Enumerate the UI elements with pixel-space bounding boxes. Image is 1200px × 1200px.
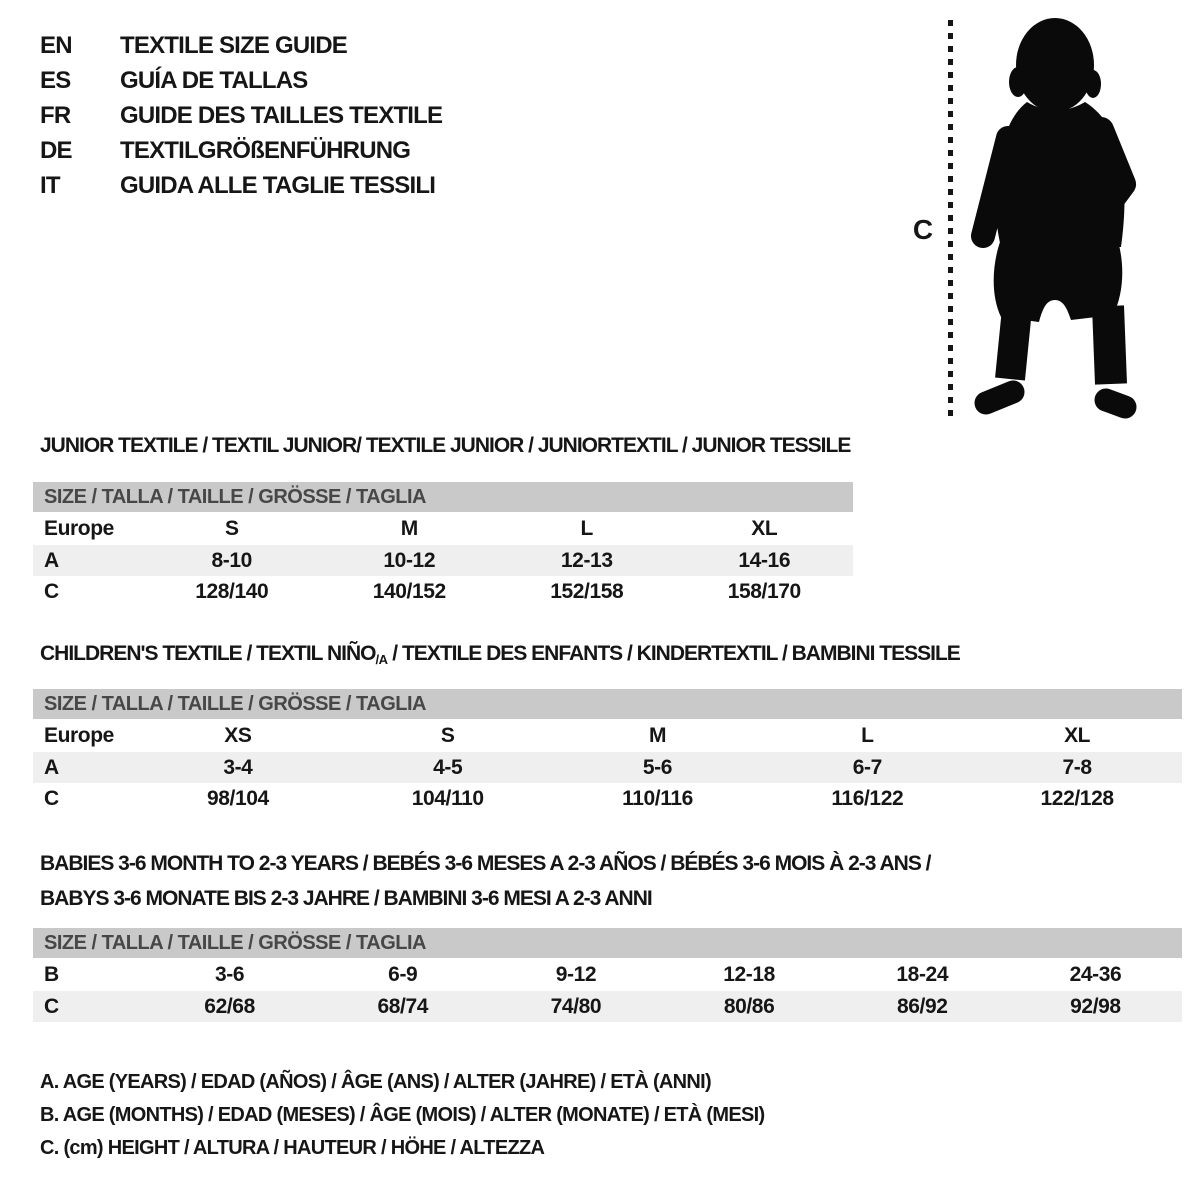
- language-row: [40, 168, 442, 203]
- table-cell: 24-36: [1069, 962, 1122, 986]
- children-title-text: / TEXTILE DES ENFANTS / KINDERTEXTIL / BAMBINI TESSILE: [387, 642, 960, 665]
- table-row: [33, 576, 853, 607]
- table-cell: 158/170: [727, 579, 801, 603]
- table-row: [33, 783, 1182, 814]
- table-cell: M: [400, 516, 418, 540]
- baby-silhouette-icon: [963, 16, 1145, 425]
- table-row: [33, 512, 853, 545]
- babies-title-line1: BABIES 3-6 MONTH TO 2-3 YEARS / BEBÉS 3-6 MESES A 2-3 AÑOS / BÉBÉS 3-6 MOIS À 2-3 ANS /: [40, 852, 931, 875]
- legend-line-age-years: A. AGE (YEARS) / EDAD (AÑOS) / ÂGE (ANS) / ALTER (JAHRE) / ETÀ (ANNI): [40, 1071, 711, 1093]
- table-cell: 98/104: [206, 786, 269, 810]
- table-cell: 9-12: [555, 962, 597, 986]
- table-cell: L: [580, 516, 593, 540]
- row-label: A: [44, 548, 59, 572]
- row-label: A: [44, 755, 59, 779]
- table-cell: 62/68: [204, 994, 255, 1018]
- children-size-table: [33, 689, 1182, 814]
- measurement-legend: [40, 1066, 764, 1165]
- table-cell: 5-6: [642, 755, 673, 779]
- table-row: [33, 545, 853, 576]
- table-row: [33, 752, 1182, 783]
- row-label: C: [44, 579, 59, 603]
- language-row: [40, 98, 442, 133]
- table-cell: S: [224, 516, 239, 540]
- children-title-subscript: /A: [375, 652, 388, 667]
- table-cell: 80/86: [723, 994, 775, 1018]
- size-header-text: SIZE / TALLA / TAILLE / GRÖSSE / TAGLIA: [44, 692, 426, 715]
- junior-section-title: JUNIOR TEXTILE / TEXTIL JUNIOR/ TEXTILE JUNIOR / JUNIORTEXTIL / JUNIOR TESSILE: [40, 434, 851, 457]
- table-cell: 14-16: [738, 548, 791, 572]
- table-cell: 6-9: [388, 962, 418, 986]
- table-cell: 152/158: [550, 579, 624, 603]
- table-cell: 74/80: [550, 994, 602, 1018]
- table-cell: 4-5: [433, 755, 463, 779]
- table-cell: 6-7: [852, 755, 882, 779]
- table-cell: XL: [751, 516, 778, 540]
- table-cell: 86/92: [896, 994, 948, 1018]
- language-code: EN: [40, 31, 72, 59]
- language-header: [40, 28, 442, 203]
- table-row: [33, 719, 1182, 752]
- height-measure-line: [948, 20, 953, 417]
- table-cell: 116/122: [831, 786, 904, 810]
- table-cell: 128/140: [195, 579, 269, 603]
- language-code: ES: [40, 66, 71, 94]
- table-cell: XS: [224, 723, 252, 747]
- table-cell: L: [861, 723, 874, 747]
- language-title: GUÍA DE TALLAS: [120, 66, 308, 94]
- babies-size-table: [33, 928, 1182, 1022]
- language-row: [40, 133, 442, 168]
- row-label: B: [44, 962, 59, 986]
- table-cell: 12-13: [560, 548, 613, 572]
- size-header-bar: [33, 689, 1182, 719]
- table-cell: 10-12: [383, 548, 436, 572]
- table-cell: 3-4: [223, 755, 253, 779]
- table-row: [33, 991, 1182, 1022]
- table-cell: 68/74: [377, 994, 429, 1018]
- language-code: FR: [40, 101, 71, 129]
- language-code: DE: [40, 136, 72, 164]
- table-cell: 104/110: [411, 786, 484, 810]
- babies-section-title: [40, 846, 931, 916]
- height-measure-label: C: [912, 214, 934, 245]
- row-label: Europe: [44, 516, 114, 540]
- table-cell: 18-24: [896, 962, 949, 986]
- language-row: [40, 63, 442, 98]
- table-cell: 110/116: [622, 786, 693, 810]
- language-row: [40, 28, 442, 63]
- row-label: C: [44, 994, 59, 1018]
- legend-line-height-cm: C. (cm) HEIGHT / ALTURA / HAUTEUR / HÖHE / ALTEZZA: [40, 1137, 545, 1159]
- table-cell: 8-10: [211, 548, 252, 572]
- junior-size-table: [33, 482, 853, 607]
- babies-title-line2: BABYS 3-6 MONATE BIS 2-3 JAHRE / BAMBINI 3-6 MESI A 2-3 ANNI: [40, 887, 652, 910]
- size-header-text: SIZE / TALLA / TAILLE / GRÖSSE / TAGLIA: [44, 485, 426, 508]
- table-cell: XL: [1064, 723, 1091, 747]
- table-cell: 7-8: [1062, 755, 1092, 779]
- table-cell: 92/98: [1070, 994, 1121, 1018]
- legend-line-age-months: B. AGE (MONTHS) / EDAD (MESES) / ÂGE (MOIS) / ALTER (MONATE) / ETÀ (MESI): [40, 1104, 765, 1126]
- table-cell: 140/152: [372, 579, 446, 603]
- table-cell: S: [440, 723, 455, 747]
- language-title: TEXTILGRÖßENFÜHRUNG: [120, 136, 411, 164]
- size-header-text: SIZE / TALLA / TAILLE / GRÖSSE / TAGLIA: [44, 931, 426, 954]
- size-header-bar: [33, 482, 853, 512]
- children-section-title: [40, 642, 960, 667]
- table-row: [33, 958, 1182, 991]
- size-header-bar: [33, 928, 1182, 958]
- table-cell: 122/128: [1040, 786, 1114, 810]
- language-title: TEXTILE SIZE GUIDE: [120, 31, 347, 59]
- table-cell: M: [648, 723, 667, 747]
- row-label: C: [44, 786, 59, 810]
- language-code: IT: [40, 171, 60, 199]
- language-title: GUIDA ALLE TAGLIE TESSILI: [120, 171, 436, 199]
- table-cell: 12-18: [723, 962, 775, 986]
- table-cell: 3-6: [215, 962, 245, 986]
- language-title: GUIDE DES TAILLES TEXTILE: [120, 101, 443, 129]
- children-title-text: CHILDREN'S TEXTILE / TEXTIL NIÑO: [40, 642, 376, 665]
- row-label: Europe: [44, 723, 114, 747]
